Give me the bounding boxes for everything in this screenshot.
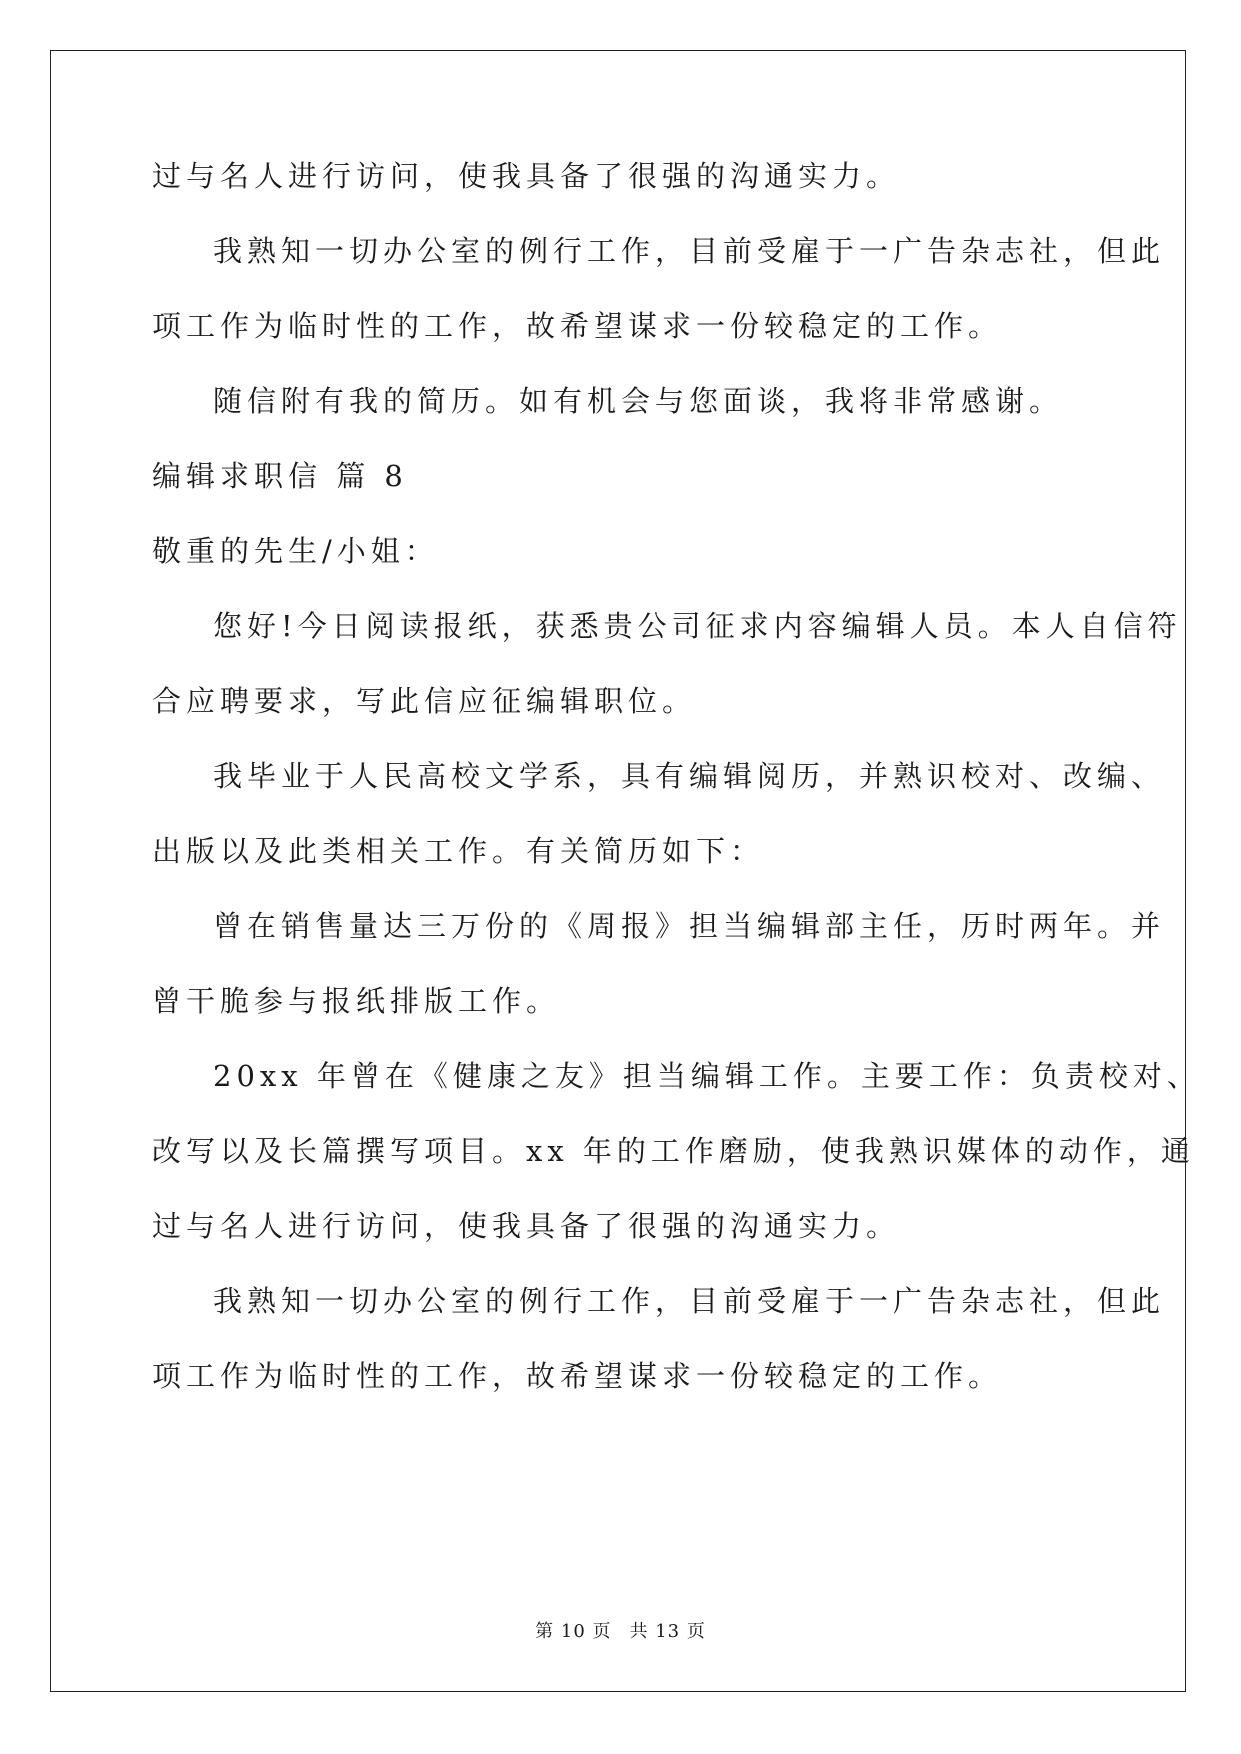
page-footer: [0, 1617, 1241, 1643]
page-number: 第 10 页: [535, 1621, 612, 1642]
page-total: 共 13 页: [629, 1621, 706, 1642]
paragraph-line: 项工作为临时性的工作，故希望谋求一份较稳定的工作。: [152, 1359, 1003, 1393]
paragraph-line: 过与名人进行访问，使我具备了很强的沟通实力。: [152, 1209, 901, 1243]
paragraph-line: 项工作为临时性的工作，故希望谋求一份较稳定的工作。: [152, 309, 1003, 343]
paragraph-line: 曾干脆参与报纸排版工作。: [152, 984, 561, 1018]
paragraph-line: 您好!今日阅读报纸，获悉贵公司征求内容编辑人员。本人自信符: [213, 609, 1182, 643]
paragraph-line: 曾在销售量达三万份的《周报》担当编辑部主任，历时两年。并: [213, 909, 1166, 943]
paragraph-line: 过与名人进行访问，使我具备了很强的沟通实力。: [152, 159, 901, 193]
paragraph-line: 随信附有我的简历。如有机会与您面谈，我将非常感谢。: [213, 384, 1064, 418]
paragraph-line: 出版以及此类相关工作。有关简历如下：: [152, 834, 765, 868]
paragraph-line: 我毕业于人民高校文学系，具有编辑阅历，并熟识校对、改编、: [213, 759, 1166, 793]
paragraph-line: 合应聘要求，写此信应征编辑职位。: [152, 684, 697, 718]
section-heading: 编辑求职信 篇 8: [152, 459, 408, 493]
salutation: 敬重的先生/小姐：: [152, 534, 439, 568]
paragraph-line: 我熟知一切办公室的例行工作，目前受雇于一广告杂志社，但此: [213, 1284, 1166, 1318]
paragraph-line: 我熟知一切办公室的例行工作，目前受雇于一广告杂志社，但此: [213, 234, 1166, 268]
paragraph-line: 改写以及长篇撰写项目。xx 年的工作磨励，使我熟识媒体的动作，通: [152, 1134, 1195, 1168]
paragraph-line: 20xx 年曾在《健康之友》担当编辑工作。主要工作：负责校对、: [213, 1059, 1201, 1093]
